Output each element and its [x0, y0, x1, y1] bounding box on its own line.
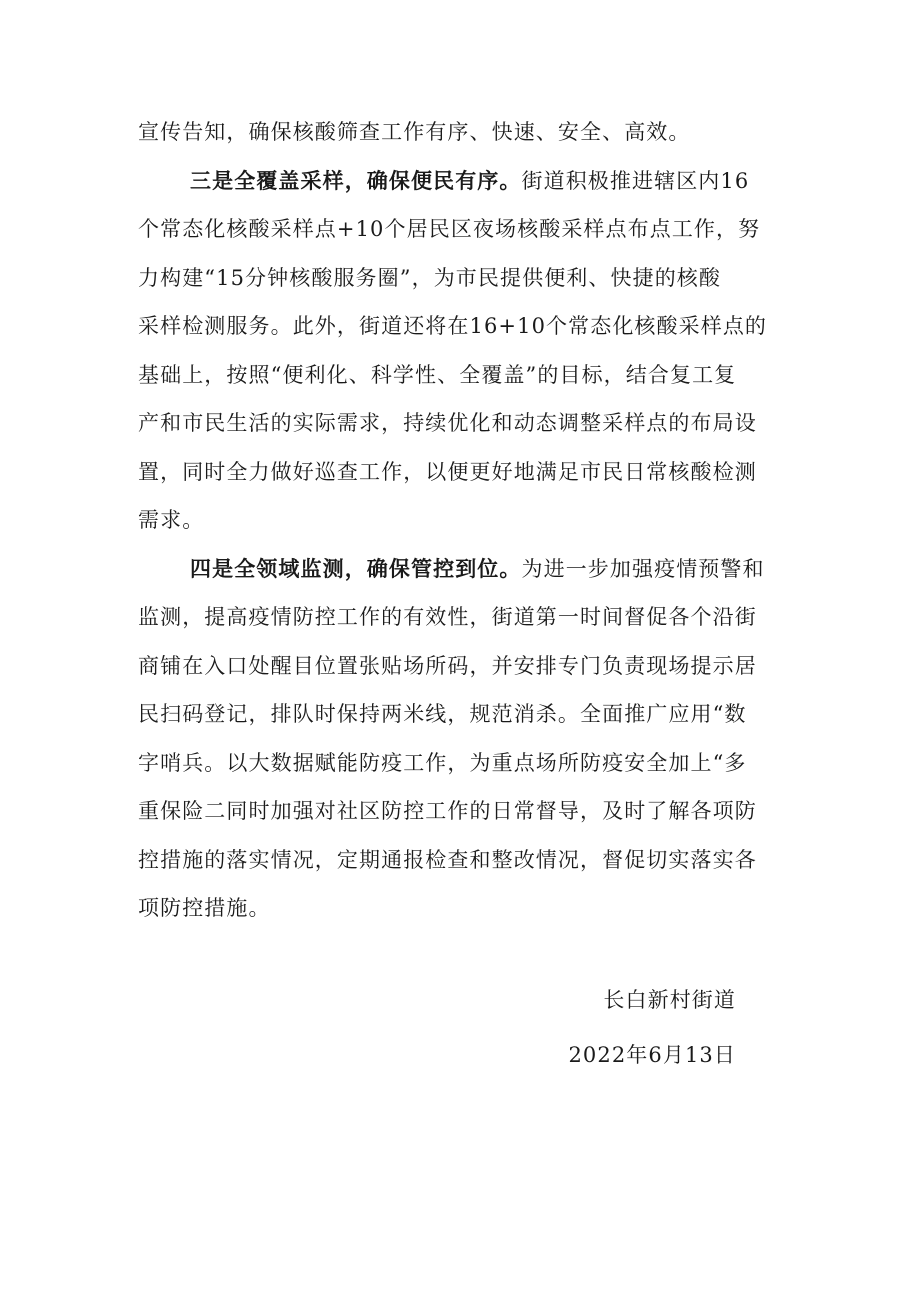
- text-line: 产和市民生活的实际需求，持续优化和动态调整采样点的布局设: [138, 411, 757, 435]
- text-line: 控措施的落实情况，定期通报检查和整改情况，督促切实落实各: [138, 847, 757, 872]
- paragraph-four-text: 为进一步加强疫情预警和: [521, 556, 765, 581]
- signature-organization: 长白新村街道: [603, 988, 736, 1012]
- text-line: 力构建“15分钟核酸服务圈”，为市民提供便利、快捷的核酸: [138, 265, 721, 290]
- text-line: 商铺在入口处醒目位置张贴场所码，并安排专门负责现场提示居: [138, 653, 757, 678]
- text-line: 置，同时全力做好巡查工作，以便更好地满足市民日常核酸检测: [138, 459, 757, 484]
- paragraph-four-first-line: [138, 545, 788, 594]
- text-line: 需求。: [138, 508, 205, 532]
- text-line: 个常态化核酸采样点+10个居民区夜场核酸采样点布点工作，努: [138, 217, 761, 241]
- text-line: 监测，提高疫情防控工作的有效性，街道第一时间督促各个沿街: [138, 605, 757, 629]
- paragraph-four-heading: 四是全领域监测，确保管控到位。: [190, 556, 522, 581]
- paragraph-three-text: 街道积极推进辖区内16: [521, 168, 750, 193]
- paragraph-three-first-line: [138, 157, 788, 206]
- text-line: 字哨兵。以大数据赋能防疫工作，为重点场所防疫安全加上“多: [138, 750, 747, 775]
- text-line: 项防控措施。: [138, 896, 271, 920]
- signature-date: 2022年6月13日: [568, 1043, 736, 1067]
- text-line: 重保险二同时加强对社区防控工作的日常督导，及时了解各项防: [138, 799, 757, 823]
- text-line: 采样检测服务。此外，街道还将在16+10个常态化核酸采样点的: [138, 314, 768, 338]
- text-line: 基础上，按照“便利化、科学性、全覆盖”的目标，结合复工复: [138, 362, 737, 387]
- paragraph-three-heading: 三是全覆盖采样，确保便民有序。: [190, 168, 522, 193]
- document-body: [138, 108, 788, 933]
- text-line: 民扫码登记，排队时保持两米线，规范消杀。全面推广应用“数: [138, 702, 747, 726]
- text-line: 宣传告知，确保核酸筛查工作有序、快速、安全、高效。: [138, 120, 691, 144]
